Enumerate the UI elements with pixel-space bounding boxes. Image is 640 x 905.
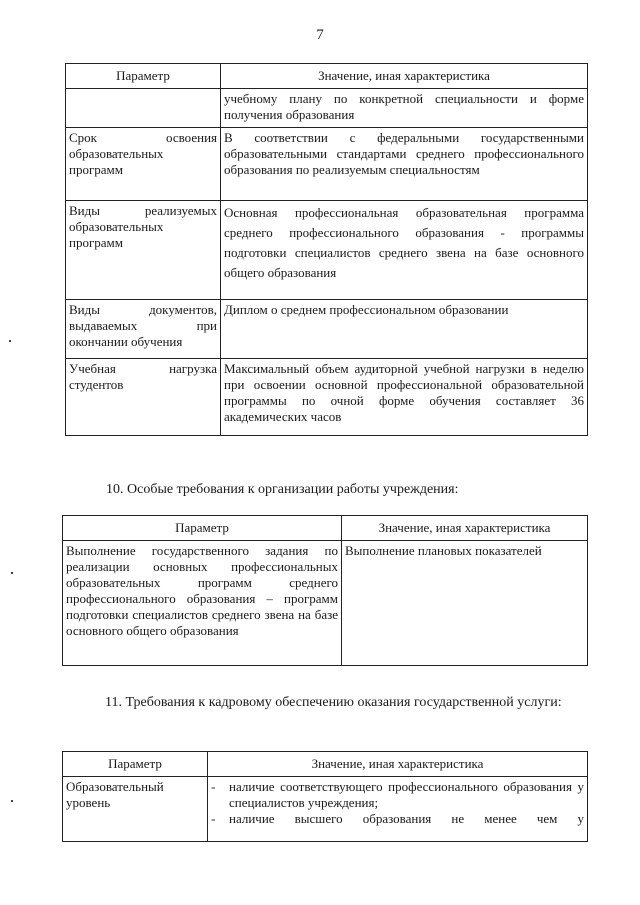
value-cell bbox=[208, 777, 588, 842]
param-cell: Виды документов, выдаваемых при окончании обучения bbox=[66, 300, 221, 359]
list-item-text: наличие соответствующего профессионального образования у специалистов учреждения; bbox=[229, 779, 584, 810]
page-number: 7 bbox=[316, 27, 324, 43]
table-row bbox=[66, 201, 588, 300]
value-cell: В соответствии с федеральными государственными образовательными стандартами среднего профессионального образования по реализуемым специальностям bbox=[221, 128, 588, 201]
header-parameter: Параметр bbox=[66, 64, 221, 89]
table-header-row bbox=[63, 752, 588, 777]
scan-mark bbox=[11, 800, 13, 802]
table-service-characteristics bbox=[65, 63, 588, 436]
value-cell: Максимальный объем аудиторной учебной нагрузки в неделю при освоении основной профессиональной образовательной программы по очной форме обучения составляет 36 академических часов bbox=[221, 359, 588, 436]
table-row bbox=[66, 359, 588, 436]
table-staffing-requirements bbox=[62, 751, 588, 842]
table-header-row bbox=[63, 516, 588, 541]
table-row bbox=[63, 777, 588, 842]
header-parameter: Параметр bbox=[63, 752, 208, 777]
value-cell: учебному плану по конкретной специальности и форме получения образования bbox=[221, 89, 588, 128]
param-cell: Образовательный уровень bbox=[63, 777, 208, 842]
param-cell: Виды реализуемых образовательных программ bbox=[66, 201, 221, 300]
table-row bbox=[66, 128, 588, 201]
scan-mark bbox=[9, 340, 11, 342]
value-cell: Выполнение плановых показателей bbox=[342, 541, 588, 666]
section-10-heading: 10. Особые требования к организации работы учреждения: bbox=[106, 482, 459, 497]
table-header-row bbox=[66, 64, 588, 89]
param-cell: Выполнение государственного задания по реализации основных профессиональных образовательных программ среднего профессионального образования – программ подготовки специалистов среднего звена на базе основного общего образования bbox=[63, 541, 342, 666]
section-11-heading: 11. Требования к кадровому обеспечению оказания государственной услуги: bbox=[105, 695, 562, 710]
table-row bbox=[63, 541, 588, 666]
value-cell: Основная профессиональная образовательная программа среднего профессионального образования - программы подготовки специалистов среднего звена на базе основного общего образования bbox=[221, 201, 588, 300]
header-value: Значение, иная характеристика bbox=[221, 64, 588, 89]
param-cell bbox=[66, 89, 221, 128]
list-item-text: наличие высшего образования не менее чем у bbox=[229, 811, 584, 826]
header-value: Значение, иная характеристика bbox=[342, 516, 588, 541]
header-parameter: Параметр bbox=[63, 516, 342, 541]
header-value: Значение, иная характеристика bbox=[208, 752, 588, 777]
list-item bbox=[211, 779, 584, 811]
list-item bbox=[211, 811, 584, 827]
table-row bbox=[66, 89, 588, 128]
dash-bullet: - bbox=[211, 811, 216, 826]
scan-mark bbox=[11, 572, 13, 574]
param-cell: Срок освоения образовательных программ bbox=[66, 128, 221, 201]
dash-bullet: - bbox=[211, 779, 216, 794]
param-cell: Учебная нагрузка студентов bbox=[66, 359, 221, 436]
table-row bbox=[66, 300, 588, 359]
value-cell: Диплом о среднем профессиональном образовании bbox=[221, 300, 588, 359]
table-special-requirements bbox=[62, 515, 588, 666]
